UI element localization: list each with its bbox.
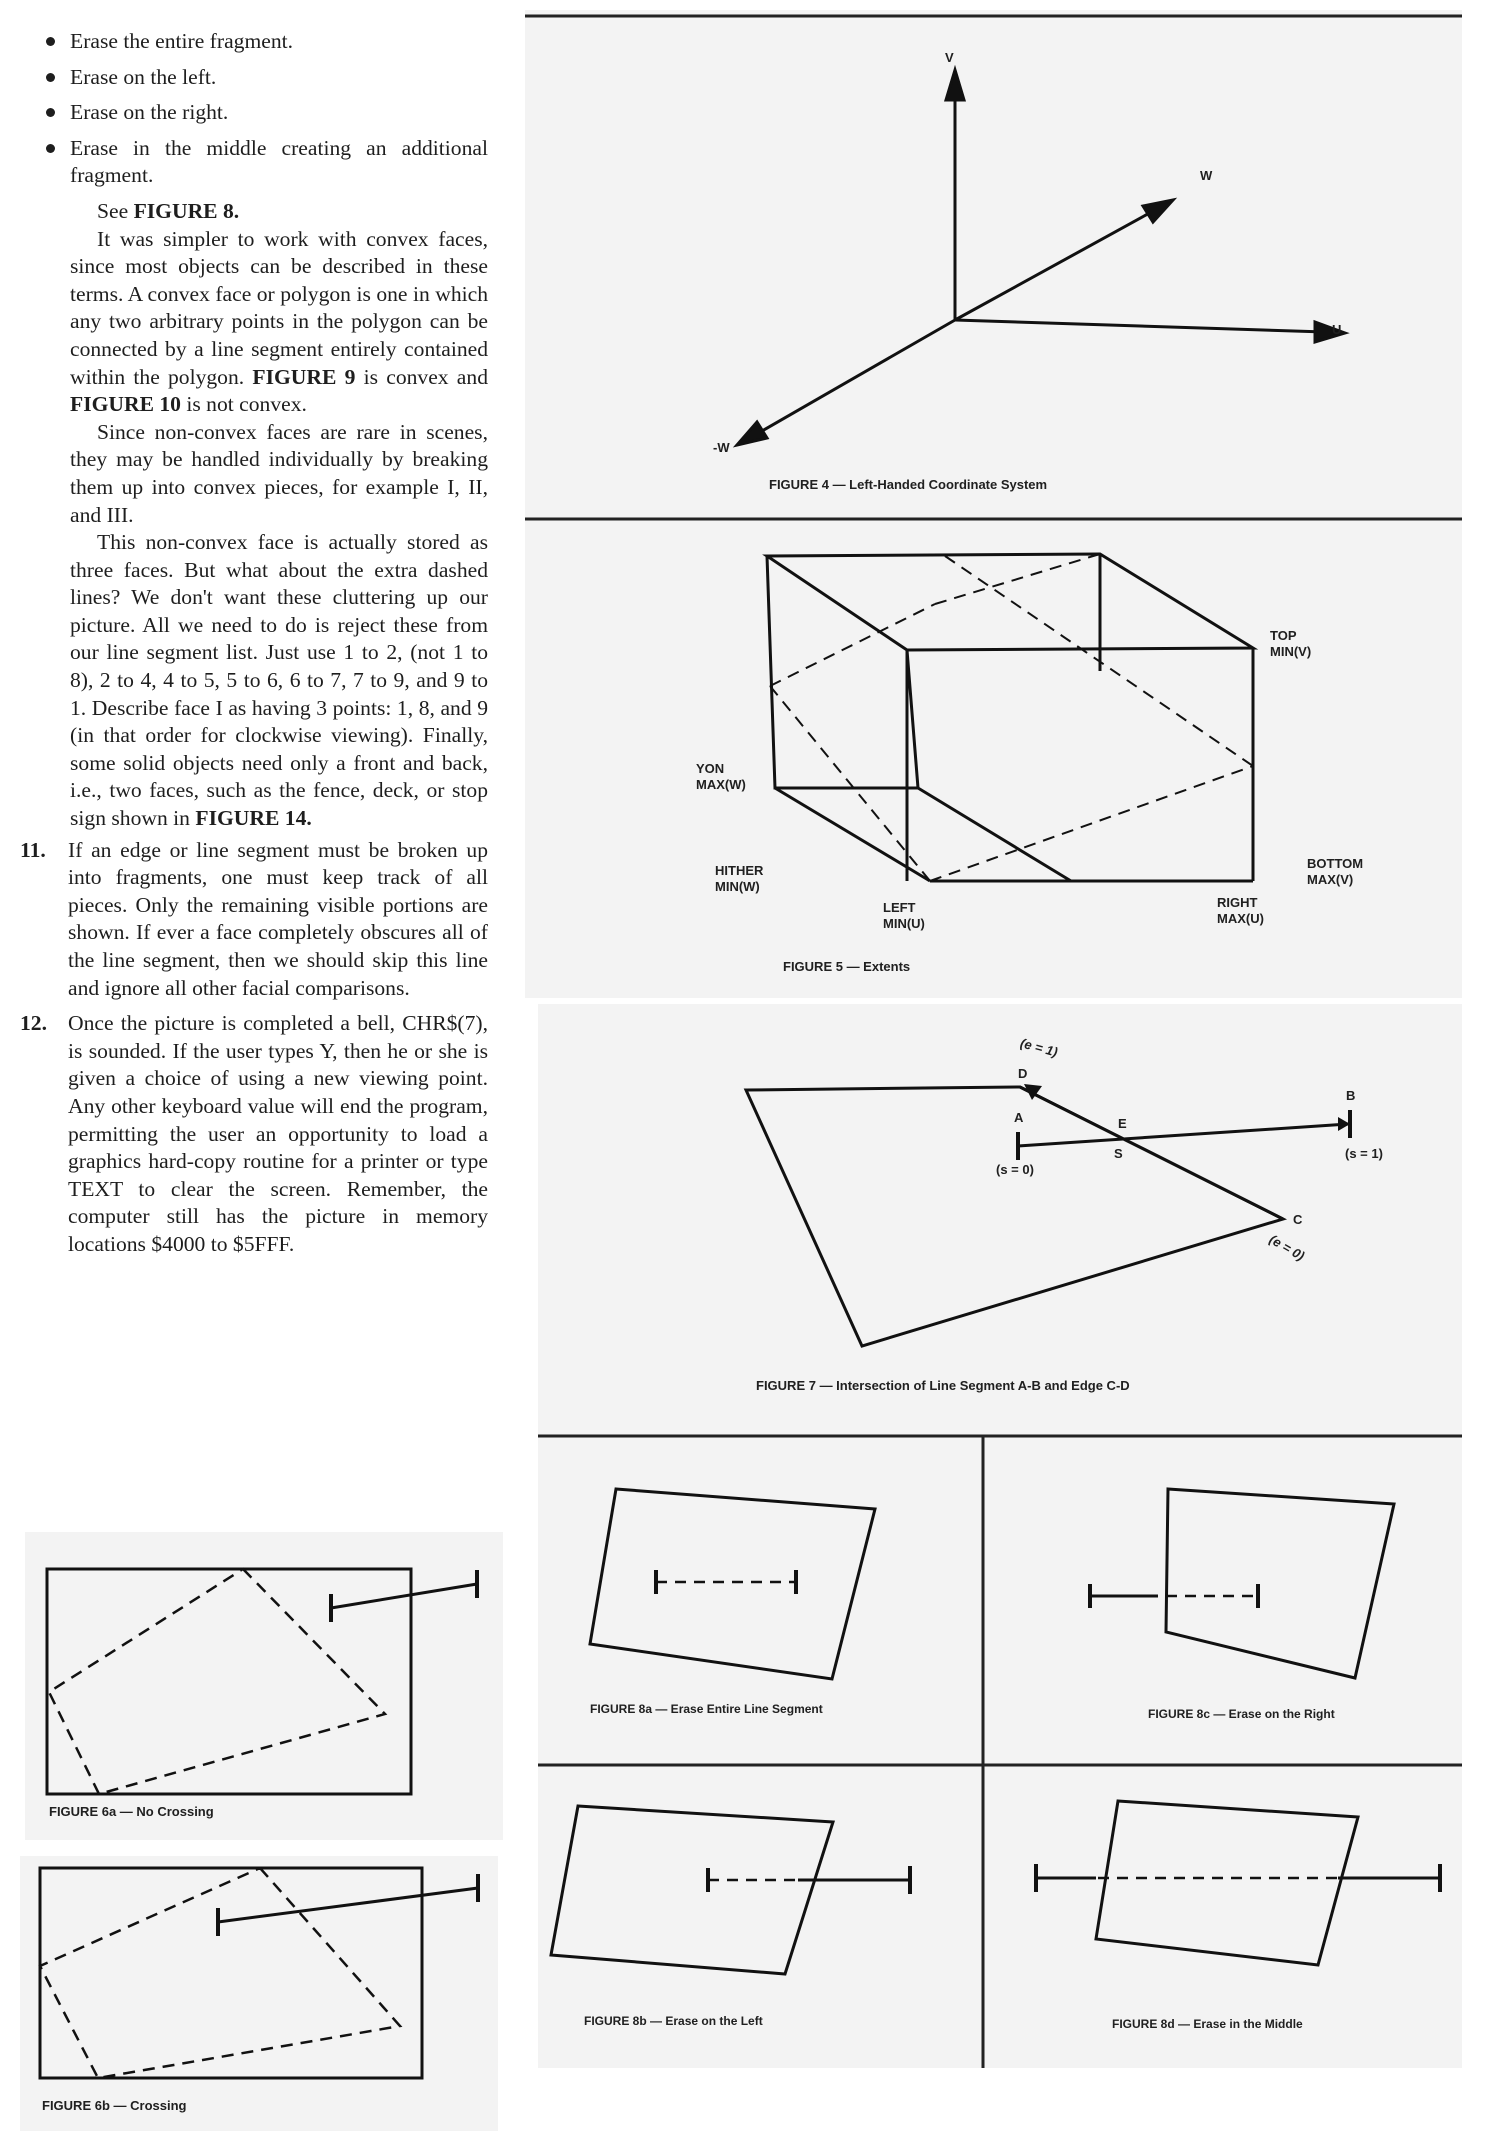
figure-8c-caption: FIGURE 8c — Erase on the Right xyxy=(1148,1707,1335,1721)
paragraph-text: It was simpler to work with convex faces, since most objects can be described in these terms. A convex face or polygon is one in which any two arbitrary points in the polygon can be connected by a line segment entirely contained within the polygon. xyxy=(70,226,488,389)
figure-6b-panel xyxy=(20,1856,498,2131)
label-point-c: C xyxy=(1293,1212,1303,1227)
numbered-item-12 xyxy=(20,1010,488,1258)
figure-8d-caption: FIGURE 8d — Erase in the Middle xyxy=(1112,2017,1303,2031)
convex-paragraph xyxy=(70,226,488,419)
figure-reference: FIGURE 10 xyxy=(70,392,181,417)
label-point-e: E xyxy=(1118,1116,1127,1131)
crossing-drawing xyxy=(20,1856,498,2131)
figure-reference: FIGURE 9 xyxy=(252,364,356,389)
axis-label-u: U xyxy=(1332,322,1342,337)
figure-4-panel xyxy=(525,10,1462,516)
figure-7-caption: FIGURE 7 — Intersection of Line Segment A-B and Edge C-D xyxy=(756,1378,1130,1393)
list-item: Erase in the middle creating an additional fragment. xyxy=(70,135,488,190)
figure-4-caption: FIGURE 4 — Left-Handed Coordinate System xyxy=(769,477,1048,492)
list-item: Erase on the left. xyxy=(70,64,488,92)
label-yon: YON xyxy=(696,761,725,776)
label-bottom-max-v: MAX(V) xyxy=(1307,872,1354,887)
see-prefix: See xyxy=(97,198,134,223)
label-s-equals-1: (s = 1) xyxy=(1345,1146,1383,1161)
label-hither-min-w: MIN(W) xyxy=(715,879,760,894)
label-right: RIGHT xyxy=(1217,895,1258,910)
extents-box-drawing xyxy=(525,516,1462,998)
numbered-item-11 xyxy=(20,837,488,1003)
label-top-min-v: MIN(V) xyxy=(1270,644,1312,659)
label-e-equals-1: (e = 1) xyxy=(1018,1035,1060,1060)
figure-5-panel xyxy=(525,516,1462,998)
list-item: Erase the entire fragment. xyxy=(70,28,488,56)
intersection-drawing xyxy=(538,1004,1462,1434)
figure-7-panel xyxy=(538,1004,1462,1434)
figure-6a-caption: FIGURE 6a — No Crossing xyxy=(49,1804,214,1819)
label-e-equals-0: (e = 0) xyxy=(1266,1231,1308,1264)
label-right-max-u: MAX(U) xyxy=(1217,911,1264,926)
article-text-column xyxy=(20,28,488,1267)
item-number: 11. xyxy=(20,837,46,862)
axis-label-neg-w: -W xyxy=(713,440,730,455)
figure-6a-panel xyxy=(25,1532,503,1840)
label-top: TOP xyxy=(1270,628,1297,643)
dashed-lines-paragraph xyxy=(70,529,488,833)
label-bottom: BOTTOM xyxy=(1307,856,1364,871)
list-item: Erase on the right. xyxy=(70,99,488,127)
label-hither: HITHER xyxy=(715,863,764,878)
figure-8b-caption: FIGURE 8b — Erase on the Left xyxy=(584,2014,763,2028)
non-convex-paragraph: Since non-convex faces are rare in scenes, they may be handled individually by breaking them up into convex pieces, for example I, II, and III. xyxy=(70,419,488,527)
no-crossing-drawing xyxy=(25,1532,503,1840)
label-left: LEFT xyxy=(883,900,916,915)
figure-6b-caption: FIGURE 6b — Crossing xyxy=(42,2098,187,2113)
paragraph-text: is not convex. xyxy=(180,392,307,417)
figure-reference: FIGURE 8. xyxy=(133,198,240,223)
item-text: Once the picture is completed a bell, CHR$(7), is sounded. If the user types Y, then he or she is given a choice of using a new viewing point. Any other keyboard value will end the program, permitting the user an opportunity to load a graphics hard-copy routine for a printer or type TEXT to clear the screen. Remember, the computer still has the picture in memory locations $4000 to $5FFF. xyxy=(68,1011,488,1256)
erase-options-list xyxy=(20,28,488,190)
coordinate-axes-drawing xyxy=(525,10,1462,516)
label-point-a: A xyxy=(1014,1110,1024,1125)
item-text: If an edge or line segment must be broken up into fragments, one must keep track of all pieces. Only the remaining visible portions are shown. If ever a face completely obscures all of the line segment, then we should skip this line and ignore all other facial comparisons. xyxy=(68,837,488,1000)
figure-8-grid xyxy=(538,1434,1462,2068)
label-point-b: B xyxy=(1346,1088,1356,1103)
see-figure-paragraph xyxy=(70,198,488,226)
item-number: 12. xyxy=(20,1011,47,1036)
axis-label-v: V xyxy=(945,50,954,65)
label-left-min-u: MIN(U) xyxy=(883,916,925,931)
erase-cases-drawing xyxy=(538,1434,1462,2068)
label-point-d: D xyxy=(1018,1066,1028,1081)
figure-5-caption: FIGURE 5 — Extents xyxy=(783,959,911,974)
label-yon-max-w: MAX(W) xyxy=(696,777,746,792)
figure-reference: FIGURE 14. xyxy=(195,806,312,831)
axis-label-w: W xyxy=(1200,168,1213,183)
label-s-equals-0: (s = 0) xyxy=(996,1162,1034,1177)
paragraph-text: This non-convex face is actually stored as three faces. But what about the extra dashed lines? We don't want these cluttering up our picture. All we need to do is reject these from our line segment list. Just use 1 to 2, (not 1 to 8), 2 to 4, 4 to 5, 5 to 6, 6 to 7, 7 to 9, and 9 to 1. Describe face I as having 3 points: 1, 8, and 9 (in that order for clockwise viewing). Finally, some solid objects need only a front and back, i.e., two faces, such as the fence, deck, or stop sign shown in xyxy=(70,530,488,831)
paragraph-text: is convex and xyxy=(355,364,488,389)
label-point-s: S xyxy=(1114,1146,1123,1161)
figure-8a-caption: FIGURE 8a — Erase Entire Line Segment xyxy=(590,1702,823,1716)
